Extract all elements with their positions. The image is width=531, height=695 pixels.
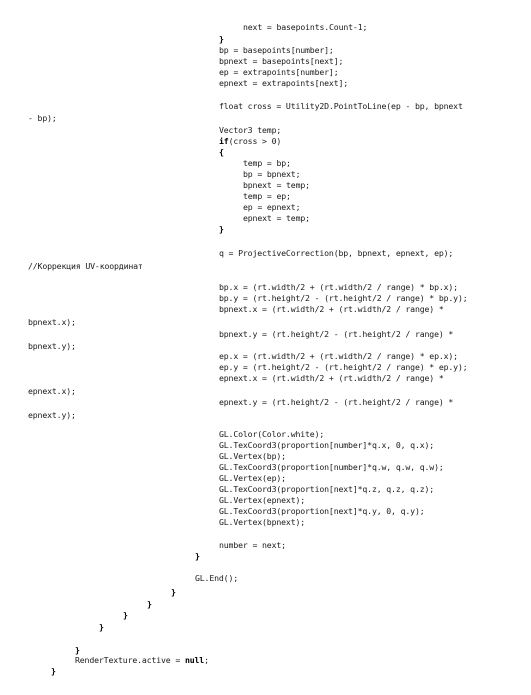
code-line: bp = bpnext; <box>243 169 301 179</box>
code-line: GL.Vertex(ep); <box>219 473 286 483</box>
code-line: temp = bp; <box>243 158 291 168</box>
code-line: bpnext = temp; <box>243 180 310 190</box>
code-line: q = ProjectiveCorrection(bp, bpnext, epnext, ep); <box>219 248 454 258</box>
code-line: GL.TexCoord3(proportion[number]*q.x, 0, q.x); <box>219 440 435 450</box>
code-line: } <box>99 622 104 632</box>
code-line: ep.x = (rt.width/2 + (rt.width/2 / range) * ep.x); <box>219 351 458 361</box>
code-line: bpnext.y = (rt.height/2 - (rt.height/2 / range) * <box>219 329 454 339</box>
code-line: GL.Color(Color.white); <box>219 429 325 439</box>
code-line: } <box>75 645 80 655</box>
code-line: bpnext.x = (rt.width/2 + (rt.width/2 / range) * <box>219 304 444 314</box>
code-line: if(cross > 0) <box>219 136 282 146</box>
code-line: Vector3 temp; <box>219 125 282 135</box>
code-line: bp = basepoints[number]; <box>219 45 334 55</box>
code-line: bpnext = basepoints[next]; <box>219 56 344 66</box>
code-line: epnext = extrapoints[next]; <box>219 78 349 88</box>
code-line: epnext.y = (rt.height/2 - (rt.height/2 / range) * <box>219 397 454 407</box>
code-line: } <box>195 551 200 561</box>
code-line: { <box>219 147 224 157</box>
code-line: ep = extrapoints[number]; <box>219 67 339 77</box>
code-comment: //Коррекция UV-координат <box>28 261 143 271</box>
code-line: bpnext.y); <box>28 341 76 351</box>
code-line: temp = ep; <box>243 191 291 201</box>
code-line: ep = epnext; <box>243 202 301 212</box>
code-line: } <box>123 610 128 620</box>
code-line: bp.y = (rt.height/2 - (rt.height/2 / range) * bp.y); <box>219 293 468 303</box>
code-line: GL.Vertex(bpnext); <box>219 517 306 527</box>
code-line: epnext.y); <box>28 410 76 420</box>
code-line: GL.TexCoord3(proportion[number]*q.w, q.w, q.w); <box>219 462 444 472</box>
code-line: } <box>219 34 224 44</box>
code-line: } <box>171 587 176 597</box>
code-line: epnext = temp; <box>243 213 310 223</box>
code-line: } <box>147 599 152 609</box>
code-line: float cross = Utility2D.PointToLine(ep - bp, bpnext <box>219 101 463 111</box>
code-line: bp.x = (rt.width/2 + (rt.width/2 / range) * bp.x); <box>219 282 458 292</box>
code-line: GL.Vertex(bp); <box>219 451 286 461</box>
code-line: next = basepoints.Count-1; <box>243 22 368 32</box>
code-line: - bp); <box>28 113 57 123</box>
code-line: GL.End(); <box>195 573 239 583</box>
code-line: RenderTexture.active = null; <box>75 655 209 665</box>
code-line: epnext.x = (rt.width/2 + (rt.width/2 / range) * <box>219 373 444 383</box>
code-line: GL.TexCoord3(proportion[next]*q.y, 0, q.y); <box>219 506 425 516</box>
code-line: } <box>219 224 224 234</box>
code-line: } <box>51 666 56 676</box>
code-line: GL.Vertex(epnext); <box>219 495 306 505</box>
code-line: GL.TexCoord3(proportion[next]*q.z, q.z, q.z); <box>219 484 435 494</box>
code-line: bpnext.x); <box>28 317 76 327</box>
code-line: epnext.x); <box>28 386 76 396</box>
code-line: number = next; <box>219 540 286 550</box>
code-line: ep.y = (rt.height/2 - (rt.height/2 / range) * ep.y); <box>219 362 468 372</box>
